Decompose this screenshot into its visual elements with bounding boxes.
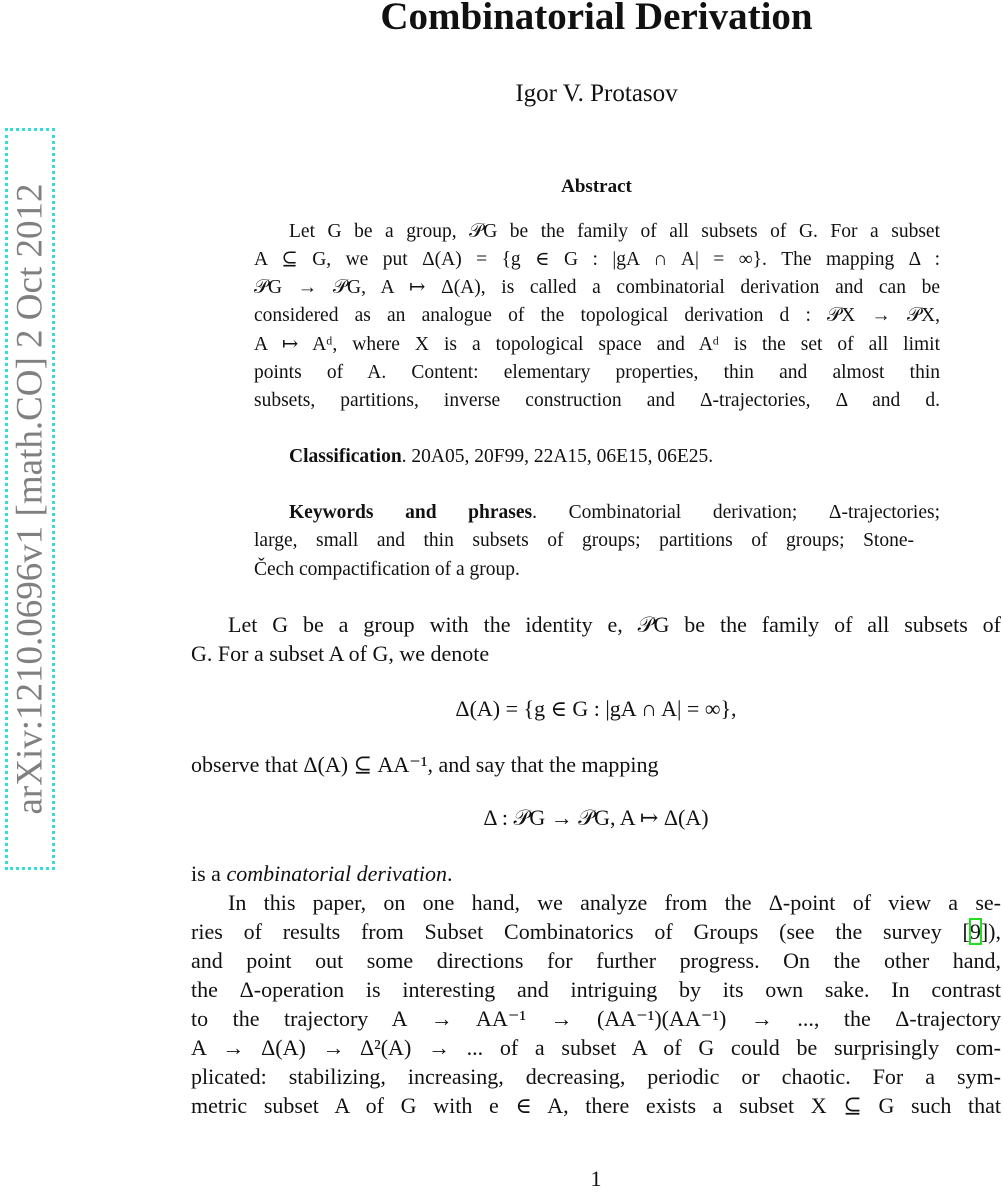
abstract-line: 𝒫G → 𝒫G, A ↦ Δ(A), is called a combinatorial derivation and can be (254, 277, 940, 298)
body-line: ries of results from Subset Combinatorics of Groups (see the survey [9]), (191, 919, 1001, 944)
keywords-line: Čech compactification of a group. (254, 559, 520, 580)
citation-link[interactable]: 9 (969, 919, 981, 944)
abstract-line: considered as an analogue of the topological derivation d : 𝒫X → 𝒫X, (254, 305, 940, 326)
paper-title: Combinatorial Derivation (380, 0, 813, 38)
arxiv-stamp (5, 128, 55, 870)
keywords-text: . Combinatorial derivation; Δ-trajectories; (532, 502, 940, 523)
classification-label: Classification (289, 446, 402, 467)
body-line: and point out some directions for further progress. On the other hand, (191, 948, 1001, 973)
classification (254, 443, 940, 471)
body-line: plicated: stabilizing, increasing, decreasing, periodic or chaotic. For a sym- (191, 1064, 1001, 1089)
body-line: metric subset A of G with e ∈ A, there exists a subset X ⊆ G such that (191, 1093, 1001, 1118)
abstract-line: points of A. Content: elementary properties, thin and almost thin (254, 362, 940, 383)
body-line: In this paper, on one hand, we analyze from the Δ-point of view a se- (228, 890, 1001, 915)
keywords-line (254, 499, 940, 527)
body-line: G. For a subset A of G, we denote (191, 641, 490, 666)
text: ries of results from Subset Combinatorics of Groups (see the survey (191, 919, 963, 944)
abstract-line: A ↦ Aᵈ, where X is a topological space and Aᵈ is the set of all limit (254, 334, 940, 355)
text: ), (988, 919, 1001, 944)
abstract-line: Let G be a group, 𝒫G be the family of all subsets of G. For a subset (289, 221, 940, 242)
keywords-label: Keywords and phrases (289, 502, 533, 523)
text: is a (191, 861, 227, 886)
page-number: 1 (590, 1166, 602, 1191)
body-line: to the trajectory A → AA⁻¹ → (AA⁻¹)(AA⁻¹) → ..., the Δ-trajectory (191, 1006, 1001, 1031)
keywords-line: large, small and thin subsets of groups; partitions of groups; Stone- (254, 530, 914, 551)
body-line (191, 859, 1001, 888)
body-line: observe that Δ(A) ⊆ AA⁻¹, and say that the mapping (191, 752, 659, 777)
emphasis: combinatorial derivation (226, 861, 448, 886)
body-line: the Δ-operation is interesting and intriguing by its own sake. In contrast (191, 977, 1001, 1002)
abstract-heading: Abstract (561, 176, 632, 197)
classification-text: . 20A05, 20F99, 22A15, 06E15, 06E25. (401, 446, 714, 467)
arxiv-stamp-text: arXiv:1210.0696v1 [math.CO] 2 Oct 2012 (9, 183, 51, 815)
body-line: Let G be a group with the identity e, 𝒫G be the family of all subsets of (228, 612, 1001, 637)
text: . (447, 861, 453, 886)
equation-1: Δ(A) = {g ∈ G : |gA ∩ A| = ∞}, (455, 696, 737, 721)
equation-2: Δ : 𝒫G → 𝒫G, A ↦ Δ(A) (483, 805, 709, 830)
abstract-line: A ⊆ G, we put Δ(A) = {g ∈ G : |gA ∩ A| = ∞}. The mapping Δ : (254, 249, 940, 270)
body-line: A → Δ(A) → Δ²(A) → ... of a subset A of G could be surprisingly com- (191, 1035, 1001, 1060)
author: Igor V. Protasov (515, 80, 678, 107)
abstract-line: subsets, partitions, inverse construction and Δ-trajectories, Δ and d. (254, 390, 940, 411)
